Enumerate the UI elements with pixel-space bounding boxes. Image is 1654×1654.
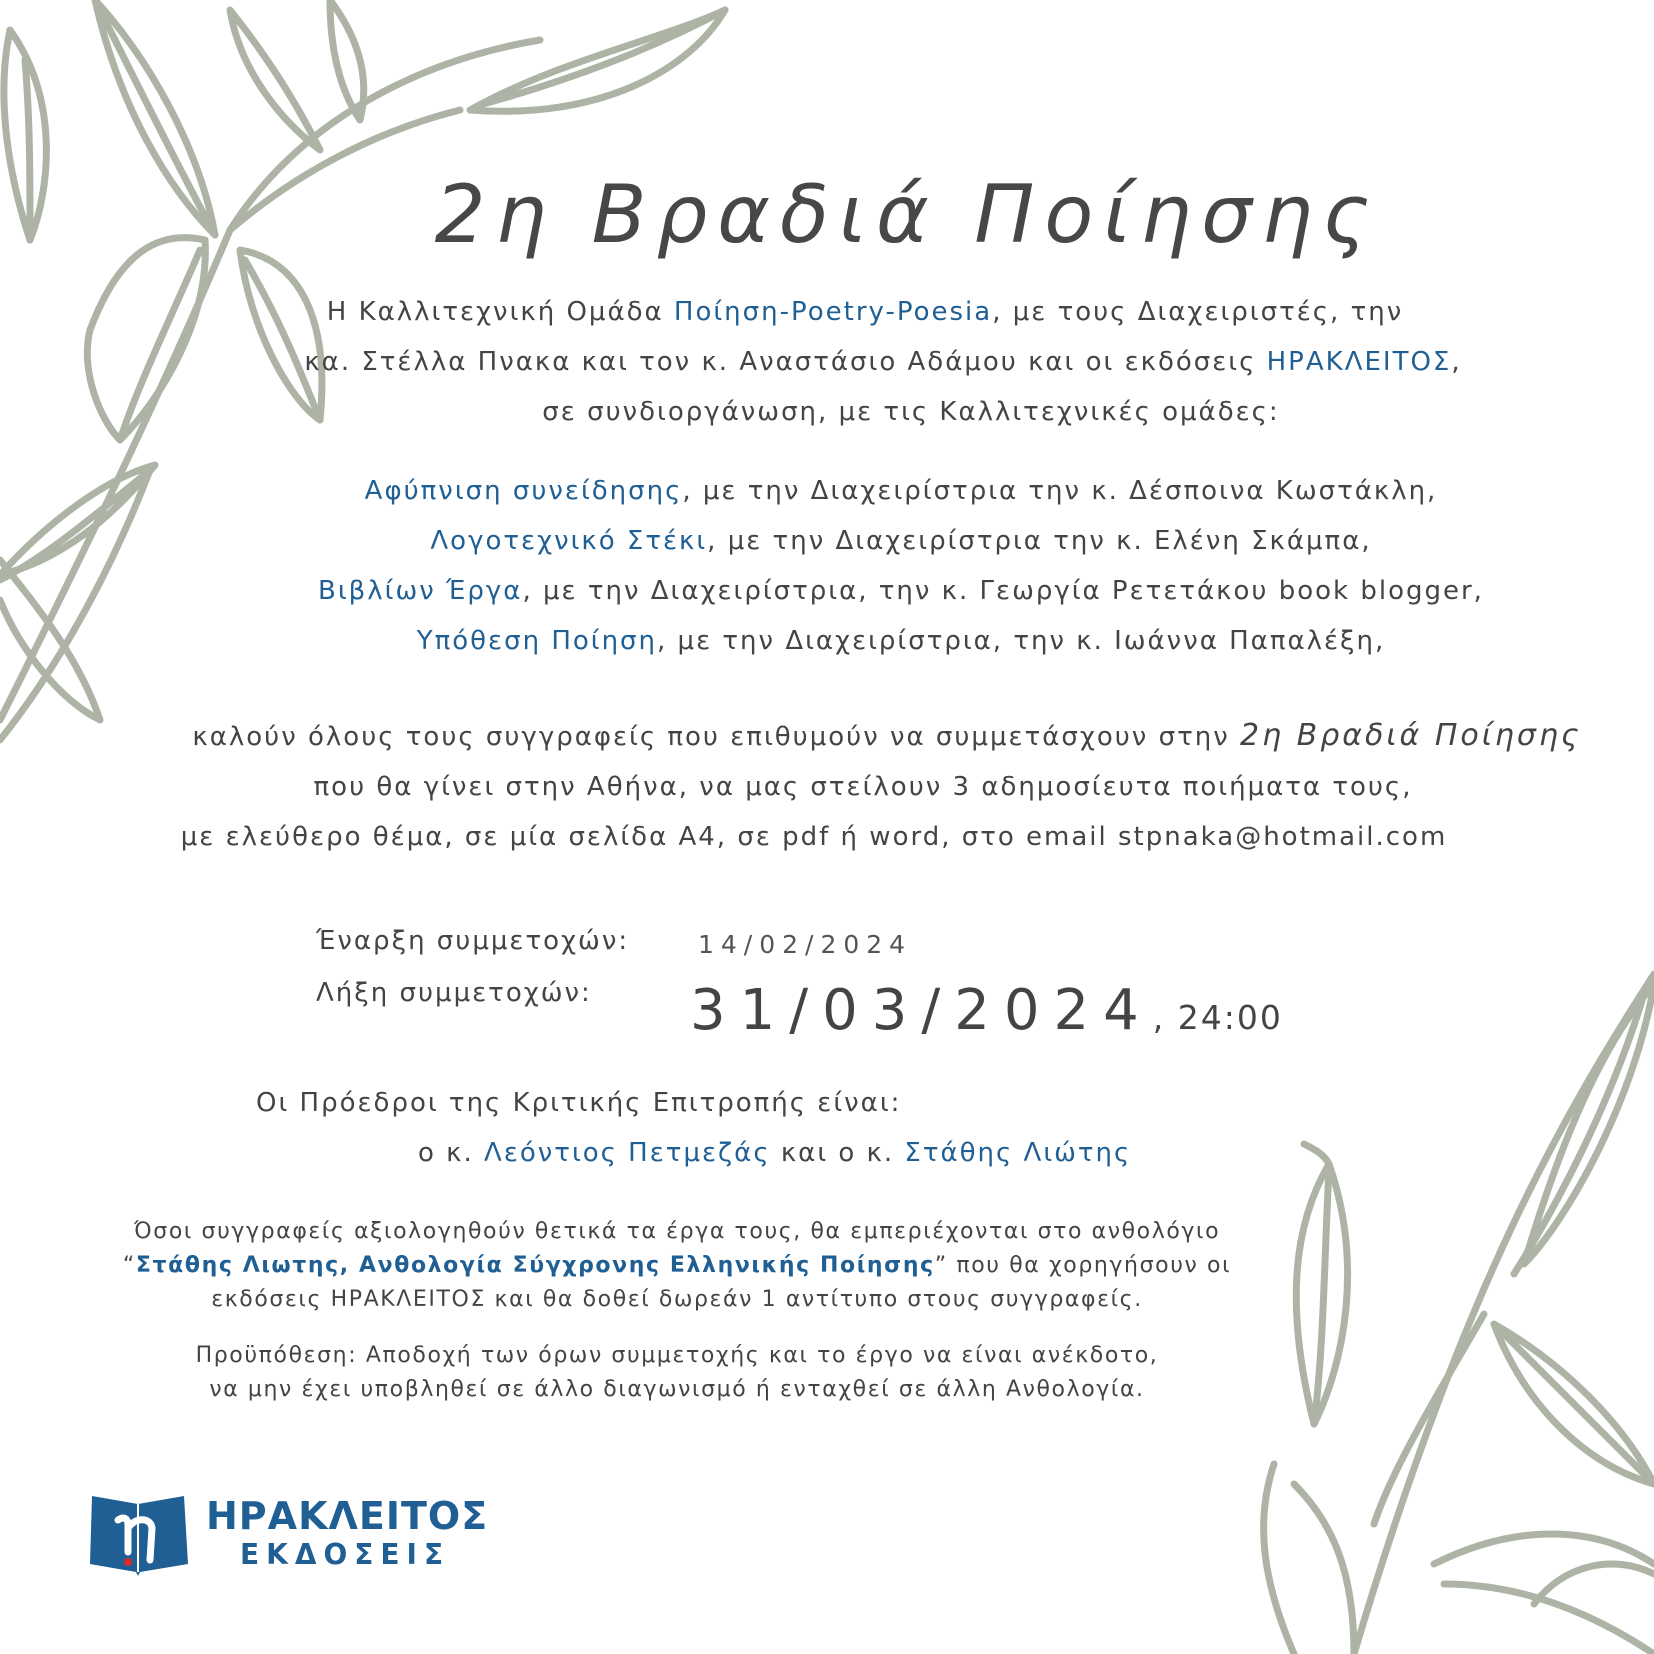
group-desc: , με την Διαχειρίστρια, την κ. Ιωάννα Παπαλέξη, [657, 626, 1386, 656]
start-date-label: Έναρξη συμμετοχών: [316, 926, 630, 956]
group-line-1 [74, 466, 1654, 516]
intro-text: , με τους Διαχειριστές, την [992, 297, 1404, 327]
anthology-title: Στάθης Λιωτης, Ανθολογία Σύγχρονης Ελληνικής Ποίησης [135, 1253, 935, 1278]
logo-subtitle: ΕΚΔΟΣΕΙΣ [240, 1538, 451, 1571]
book-eta-icon [88, 1490, 190, 1576]
committee-text: και ο κ. [770, 1138, 905, 1168]
group-name: Αφύπνιση συνείδησης [364, 476, 683, 506]
group-desc: , με την Διαχειρίστρια, την κ. Γεωργία Ρετετάκου book blogger, [522, 576, 1484, 606]
group-name: Υπόθεση Ποίηση [416, 626, 658, 656]
intro-text: , [1451, 347, 1462, 377]
call-line-2: που θα γίνει στην Αθήνα, να μας στείλουν 3 αδημοσίευτα ποιήματα τους, [313, 772, 1413, 802]
call-line-1 [60, 711, 1654, 762]
condition-line-2: να μην έχει υποβληθεί σε άλλο διαγωνισμό ή ενταχθεί σε άλλη Ανθολογία. [209, 1377, 1145, 1402]
group-desc: , με την Διαχειρίστρια την κ. Δέσποινα Κωστάκλη, [682, 476, 1438, 506]
committee-line-2 [418, 1138, 1131, 1168]
group-line-3 [74, 566, 1654, 616]
group-name: Βιβλίων Έργα [318, 576, 523, 606]
intro-text: κα. Στέλλα Πνακα και τον κ. Αναστάσιο Αδάμου και οι εκδόσεις [304, 347, 1267, 377]
condition-line-1: Προϋπόθεση: Αποδοχή των όρων συμμετοχής και το έργο να είναι ανέκδοτο, [195, 1343, 1159, 1368]
start-date-value: 14/02/2024 [698, 930, 913, 959]
committee-text: ο κ. [418, 1138, 485, 1168]
page-title: 2η Βραδιά Ποίησης [434, 168, 1380, 261]
end-time-value: , 24:00 [1152, 998, 1283, 1037]
intro-line-3: σε συνδιοργάνωση, με τις Καλλιτεχνικές ομάδες: [542, 397, 1280, 427]
logo-name: ΗΡΑΚΛΕΙΤΟΣ [206, 1494, 489, 1538]
anthology-line-2 [0, 1249, 1504, 1283]
intro-line-1 [38, 287, 1654, 337]
anthology-line-1: Όσοι συγγραφείς αξιολογηθούν θετικά τα έργα τους, θα εμπεριέχονται στο ανθολόγιο [133, 1219, 1221, 1244]
anthology-text: ” που θα χορηγήσουν οι [934, 1253, 1232, 1278]
publisher-link: ΗΡΑΚΛΕΙΤΟΣ [1266, 347, 1452, 377]
end-date-label: Λήξη συμμετοχών: [316, 978, 592, 1008]
end-date [690, 978, 1283, 1043]
call-text: καλούν όλους τους συγγραφείς που επιθυμούν να συμμετάσχουν στην [192, 722, 1240, 752]
intro-line-2 [56, 337, 1654, 387]
group-name: Λογοτεχνικό Στέκι [430, 526, 708, 556]
group-line-2 [74, 516, 1654, 566]
anthology-text: “ [122, 1253, 136, 1278]
publisher-logo [88, 1486, 489, 1582]
president-name-1: Λεόντιος Πετμεζάς [484, 1138, 771, 1168]
event-name-inline: 2η Βραδιά Ποίησης [1240, 718, 1582, 753]
end-date-value: 31/03/2024 [690, 978, 1153, 1043]
committee-line-1: Οι Πρόεδροι της Κριτικής Επιτροπής είναι: [256, 1088, 902, 1118]
intro-text: Η Καλλιτεχνική Ομάδα [326, 297, 674, 327]
group-desc: , με την Διαχειρίστρια την κ. Ελένη Σκάμπα, [707, 526, 1372, 556]
group-line-4 [74, 616, 1654, 666]
call-line-3: με ελεύθερο θέμα, σε μία σελίδα Α4, σε pdf ή word, στο email stpnaka@hotmail.com [180, 822, 1448, 852]
group-link-poetry: Ποίηση-Poetry-Poesia [673, 297, 993, 327]
anthology-line-3: εκδόσεις ΗΡΑΚΛΕΙΤΟΣ και θα δοθεί δωρεάν 1 αντίτυπο στους συγγραφείς. [211, 1287, 1143, 1312]
president-name-2: Στάθης Λιώτης [904, 1138, 1132, 1168]
